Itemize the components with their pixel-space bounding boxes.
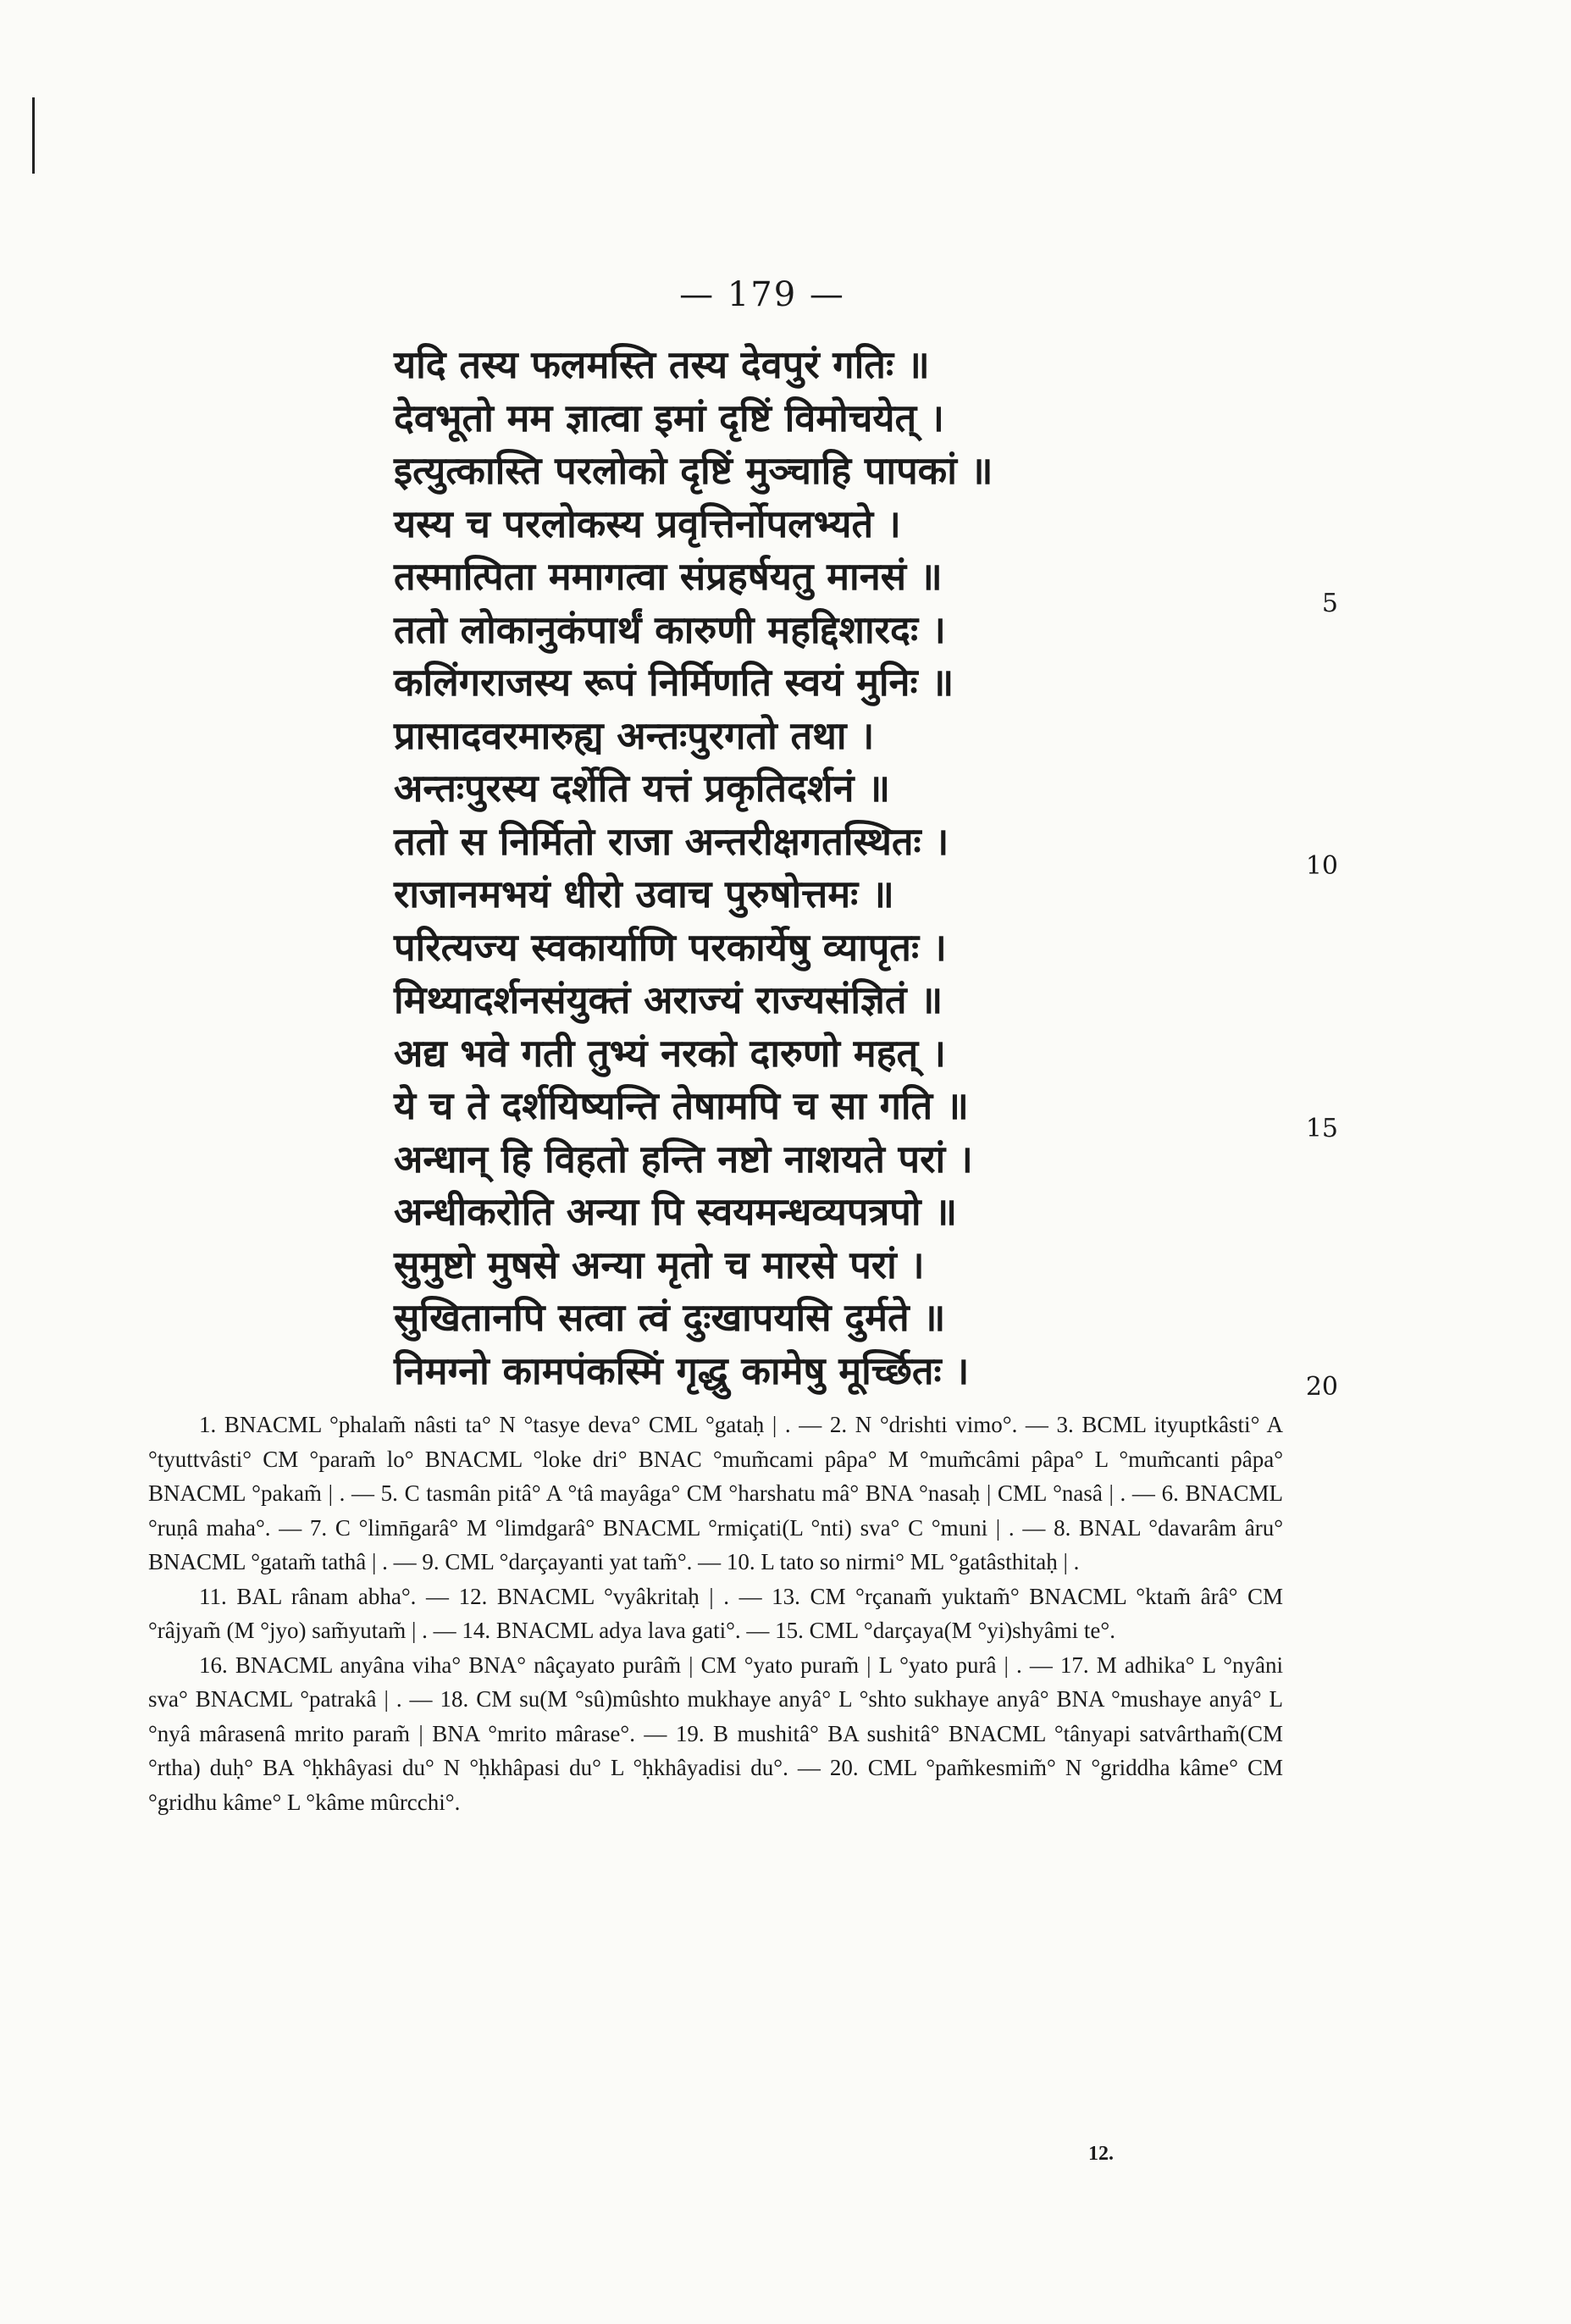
verse-line: कलिंगराजस्य रूपं निर्मिणति स्वयं मुनिः ॥: [394, 660, 954, 705]
verse-line: सुखितानपि सत्वा त्वं दुःखापयसि दुर्मते ॥: [394, 1295, 946, 1340]
page-number: — 179 —: [679, 275, 845, 314]
verse-line: परित्यज्य स्वकार्याणि परकार्येषु व्यापृतः ।: [394, 924, 947, 970]
verse-line: तस्मात्पिता ममागत्वा संप्रहर्षयतु मानसं ॥: [394, 554, 943, 599]
verse-line: देवभूतो मम ज्ञात्वा इमां दृष्टिं विमोचयेत् ।: [394, 395, 944, 440]
line-number-20: 20: [1305, 1372, 1338, 1402]
verse-line: ततो लोकानुकंपार्थं कारुणी महद्दिशारदः ।: [394, 606, 946, 652]
verse-line: ये च ते दर्शयिष्यन्ति तेषामपि च सा गति ॥: [394, 1083, 969, 1128]
critical-apparatus: [148, 1408, 1283, 1819]
verse-line: अद्य भवे गती तुभ्यं नरको दारुणो महत् ।: [394, 1030, 946, 1076]
verse-line: निमग्नो कामपंकस्मिं गृद्धु कामेषु मूर्च्छितः ।: [394, 1347, 970, 1393]
verse-line: अन्तःपुरस्य दर्शेति यत्तं प्रकृतिदर्शनं ॥: [394, 766, 891, 811]
verse-line: इत्युत्कास्ति परलोको दृष्टिं मुञ्चाहि पापकां ॥: [394, 448, 993, 493]
verse-line: यदि तस्य फलमस्ति तस्य देवपुरं गतिः ॥: [394, 342, 930, 387]
line-number-15: 15: [1305, 1114, 1338, 1143]
verse-line: ततो स निर्मितो राजा अन्तरीक्षगतस्थितः ।: [394, 818, 949, 864]
verse-line: सुमुष्टो मुषसे अन्या मृतो च मारसे परां ।: [394, 1242, 925, 1287]
footnote-paragraph: 11. BAL rânam abha°. — 12. BNACML °vyâkritaḥ | . — 13. CM °rçanam̃ yuktam̃° BNACML °ktam̃ ârâ° CM °râjyam̃ (M °jyo) sam̃yutam̃ | . — 14. BNACML adya lava gati°. — 15. CML °darçaya(M °yi)shyâmi te°.: [148, 1583, 1283, 1643]
verse-line: यस्य च परलोकस्य प्रवृत्तिर्नोपलभ्यते ।: [394, 501, 901, 546]
footnote-paragraph: 1. BNACML °phalam̃ nâsti ta° N °tasye deva° CML °gataḥ | . — 2. N °drishti vimo°. — 3. BCML ityuptkâsti° A °tyuttvâsti° CM °param̃ lo° BNACML °loke dri° BNAC °mum̃cami pâpa° M °mum̃câmi pâpa° L °mum̃canti pâpa° BNACML °pakam̃ | . — 5. C tasmân pitâ° A °tâ mayâga° CM °harshatu mâ° BNA °nasaḥ | CML °nasâ | . — 6. BNACML °ruṇâ maha°. — 7. C °limn̄garâ° M °limdgarâ° BNACML °rmiçati(L °nti) sva° C °muni | . — 8. BNAL °davarâm âru° BNACML °gatam̃ tathâ | . — 9. CML °darçayanti yat tam̃°. — 10. L tato so nirmi° ML °gatâsthitaḥ | .: [148, 1412, 1283, 1574]
line-number-10: 10: [1305, 851, 1338, 881]
verse-line: अन्धान् हि विहतो हन्ति नष्टो नाशयते परां ।: [394, 1136, 973, 1181]
verse-line: मिथ्यादर्शनसंयुक्तं अराज्यं राज्यसंज्ञितं ॥: [394, 977, 943, 1022]
verse-block: [394, 339, 1156, 1397]
signature-mark: 12.: [1088, 2143, 1114, 2165]
margin-rule: [32, 97, 35, 174]
verse-line: राजानमभयं धीरो उवाच पुरुषोत्तमः ॥: [394, 872, 894, 916]
line-number-5: 5: [1321, 589, 1338, 618]
verse-line: प्रासादवरमारुह्य अन्तःपुरगतो तथा ।: [394, 712, 875, 758]
verse-line: अन्धीकरोति अन्या पि स्वयमन्धव्यपत्रपो ॥: [394, 1189, 958, 1234]
footnote-paragraph: 16. BNACML anyâna viha° BNA° nâçayato purâm̃ | CM °yato puram̃ | L °yato purâ | . — 17. M adhika° L °nyâni sva° BNACML °patrakâ | . — 18. CM su(M °sû)mûshto mukhaye anyâ° L °shto sukhaye anyâ° BNA °mushaye anyâ° L °nyâ mârasenâ mrito param̃ | BNA °mrito mârase°. — 19. B mushitâ° BA sushitâ° BNACML °tânyapi satvârtham̃(CM °rtha) duḥ° BA °ḥkhâyasi du° N °ḥkhâpasi du° L °ḥkhâyadisi du°. — 20. CML °pam̃kesmim̃° N °griddha kâme° CM °gridhu kâme° L °kâme mûrcchi°.: [148, 1652, 1283, 1815]
